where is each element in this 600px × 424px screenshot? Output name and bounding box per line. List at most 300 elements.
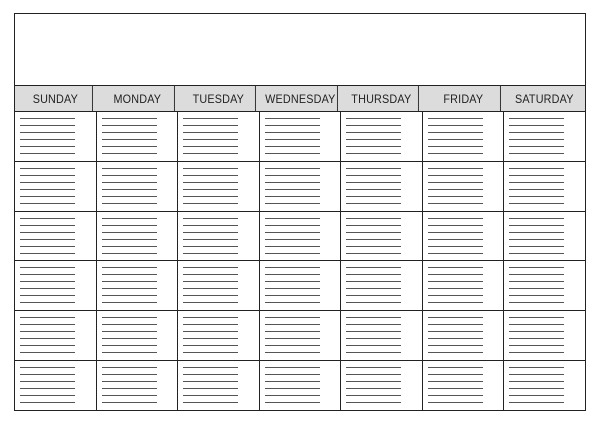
writing-line xyxy=(20,402,75,403)
day-cell[interactable] xyxy=(15,361,97,410)
day-cell[interactable] xyxy=(260,261,342,310)
day-header-sunday: SUNDAY xyxy=(19,86,92,111)
day-cell[interactable] xyxy=(423,162,505,211)
writing-line xyxy=(20,146,75,147)
writing-line xyxy=(346,367,401,368)
writing-line xyxy=(183,402,238,403)
day-cell[interactable] xyxy=(97,212,179,261)
writing-line xyxy=(346,125,401,126)
writing-line xyxy=(102,225,157,226)
writing-line xyxy=(102,288,157,289)
writing-line xyxy=(428,118,483,119)
writing-line xyxy=(265,302,320,303)
day-cell[interactable] xyxy=(504,261,585,310)
day-cell[interactable] xyxy=(178,261,260,310)
day-cell[interactable] xyxy=(423,112,505,161)
writing-line xyxy=(265,125,320,126)
writing-line xyxy=(265,388,320,389)
writing-line xyxy=(183,218,238,219)
day-cell[interactable] xyxy=(423,261,505,310)
writing-line xyxy=(265,146,320,147)
writing-line xyxy=(509,168,564,169)
writing-line xyxy=(265,189,320,190)
writing-line xyxy=(265,196,320,197)
writing-line xyxy=(183,175,238,176)
writing-line xyxy=(346,168,401,169)
writing-line xyxy=(428,139,483,140)
writing-line xyxy=(265,288,320,289)
writing-line xyxy=(265,338,320,339)
day-cell[interactable] xyxy=(341,112,423,161)
writing-line xyxy=(102,132,157,133)
writing-line xyxy=(346,246,401,247)
writing-line xyxy=(183,381,238,382)
writing-line xyxy=(183,317,238,318)
writing-line xyxy=(20,317,75,318)
writing-line xyxy=(265,324,320,325)
writing-line xyxy=(346,324,401,325)
writing-line xyxy=(20,267,75,268)
writing-line xyxy=(346,352,401,353)
writing-line xyxy=(509,374,564,375)
writing-line xyxy=(20,168,75,169)
day-cell[interactable] xyxy=(504,212,585,261)
writing-line xyxy=(346,267,401,268)
week-row xyxy=(15,212,585,262)
writing-line xyxy=(509,388,564,389)
weekday-header xyxy=(15,85,585,112)
writing-line xyxy=(509,189,564,190)
writing-line xyxy=(509,267,564,268)
writing-line xyxy=(509,196,564,197)
writing-line xyxy=(102,196,157,197)
day-cell[interactable] xyxy=(178,112,260,161)
writing-line xyxy=(346,182,401,183)
day-cell[interactable] xyxy=(341,311,423,360)
writing-line xyxy=(346,153,401,154)
day-cell[interactable] xyxy=(15,311,97,360)
writing-line xyxy=(509,381,564,382)
writing-line xyxy=(509,232,564,233)
writing-line xyxy=(509,302,564,303)
writing-line xyxy=(102,381,157,382)
day-cell[interactable] xyxy=(178,162,260,211)
writing-line xyxy=(346,189,401,190)
writing-line xyxy=(20,246,75,247)
writing-line xyxy=(183,239,238,240)
writing-line xyxy=(428,274,483,275)
writing-line xyxy=(428,182,483,183)
writing-line xyxy=(265,274,320,275)
writing-line xyxy=(428,302,483,303)
writing-line xyxy=(102,295,157,296)
writing-line xyxy=(102,302,157,303)
writing-line xyxy=(346,232,401,233)
day-header-tuesday: TUESDAY xyxy=(182,86,255,111)
writing-line xyxy=(20,388,75,389)
writing-line xyxy=(183,182,238,183)
writing-line xyxy=(509,402,564,403)
writing-line xyxy=(428,225,483,226)
writing-line xyxy=(183,338,238,339)
day-cell[interactable] xyxy=(341,361,423,410)
week-row xyxy=(15,261,585,311)
writing-line xyxy=(183,352,238,353)
calendar-sheet xyxy=(14,13,586,411)
writing-line xyxy=(428,338,483,339)
writing-line xyxy=(428,196,483,197)
writing-line xyxy=(509,352,564,353)
writing-line xyxy=(346,374,401,375)
writing-line xyxy=(428,203,483,204)
writing-line xyxy=(265,168,320,169)
writing-line xyxy=(509,367,564,368)
writing-line xyxy=(183,331,238,332)
writing-line xyxy=(346,253,401,254)
writing-line xyxy=(428,345,483,346)
writing-line xyxy=(20,239,75,240)
writing-line xyxy=(102,189,157,190)
day-cell[interactable] xyxy=(15,162,97,211)
writing-line xyxy=(183,395,238,396)
writing-line xyxy=(20,175,75,176)
writing-line xyxy=(428,388,483,389)
writing-line xyxy=(265,203,320,204)
writing-line xyxy=(102,182,157,183)
writing-line xyxy=(428,246,483,247)
writing-line xyxy=(183,203,238,204)
writing-line xyxy=(20,288,75,289)
calendar-grid xyxy=(15,112,585,410)
writing-line xyxy=(20,253,75,254)
writing-line xyxy=(509,182,564,183)
day-cell[interactable] xyxy=(97,361,179,410)
week-row xyxy=(15,361,585,410)
writing-line xyxy=(509,331,564,332)
writing-line xyxy=(102,345,157,346)
writing-line xyxy=(20,125,75,126)
writing-line xyxy=(265,132,320,133)
writing-line xyxy=(428,402,483,403)
day-cell[interactable] xyxy=(15,261,97,310)
writing-line xyxy=(20,203,75,204)
writing-line xyxy=(346,288,401,289)
day-cell[interactable] xyxy=(178,361,260,410)
writing-line xyxy=(428,189,483,190)
writing-line xyxy=(428,232,483,233)
writing-line xyxy=(509,253,564,254)
writing-line xyxy=(102,367,157,368)
writing-line xyxy=(183,189,238,190)
writing-line xyxy=(102,317,157,318)
writing-line xyxy=(20,232,75,233)
writing-line xyxy=(183,232,238,233)
writing-line xyxy=(428,281,483,282)
day-cell[interactable] xyxy=(97,112,179,161)
writing-line xyxy=(183,324,238,325)
writing-line xyxy=(346,118,401,119)
writing-line xyxy=(102,267,157,268)
writing-line xyxy=(183,139,238,140)
writing-line xyxy=(265,218,320,219)
writing-line xyxy=(183,288,238,289)
writing-line xyxy=(265,395,320,396)
writing-line xyxy=(509,203,564,204)
writing-line xyxy=(428,288,483,289)
writing-line xyxy=(20,302,75,303)
writing-line xyxy=(102,402,157,403)
writing-line xyxy=(265,295,320,296)
writing-line xyxy=(428,367,483,368)
writing-line xyxy=(20,182,75,183)
writing-line xyxy=(346,225,401,226)
writing-line xyxy=(346,295,401,296)
writing-line xyxy=(509,153,564,154)
writing-line xyxy=(20,395,75,396)
writing-line xyxy=(346,132,401,133)
writing-line xyxy=(265,253,320,254)
writing-line xyxy=(346,218,401,219)
writing-line xyxy=(102,324,157,325)
writing-line xyxy=(20,338,75,339)
writing-line xyxy=(428,395,483,396)
writing-line xyxy=(346,281,401,282)
writing-line xyxy=(509,324,564,325)
writing-line xyxy=(20,274,75,275)
writing-line xyxy=(346,139,401,140)
writing-line xyxy=(20,153,75,154)
writing-line xyxy=(183,281,238,282)
day-cell[interactable] xyxy=(423,311,505,360)
day-cell[interactable] xyxy=(341,162,423,211)
day-cell[interactable] xyxy=(504,162,585,211)
writing-line xyxy=(265,182,320,183)
day-cell[interactable] xyxy=(178,311,260,360)
writing-line xyxy=(183,253,238,254)
writing-line xyxy=(346,395,401,396)
writing-line xyxy=(20,189,75,190)
writing-line xyxy=(20,374,75,375)
writing-line xyxy=(183,125,238,126)
writing-line xyxy=(509,338,564,339)
writing-line xyxy=(102,125,157,126)
day-header-wednesday: WEDNESDAY xyxy=(264,86,337,111)
week-row xyxy=(15,311,585,361)
writing-line xyxy=(20,295,75,296)
writing-line xyxy=(183,196,238,197)
writing-line xyxy=(428,125,483,126)
writing-line xyxy=(428,331,483,332)
writing-line xyxy=(183,153,238,154)
writing-line xyxy=(265,153,320,154)
day-cell[interactable] xyxy=(504,361,585,410)
writing-line xyxy=(509,146,564,147)
writing-line xyxy=(509,246,564,247)
writing-line xyxy=(509,239,564,240)
writing-line xyxy=(509,118,564,119)
writing-line xyxy=(509,395,564,396)
writing-line xyxy=(183,132,238,133)
writing-line xyxy=(20,331,75,332)
writing-line xyxy=(346,317,401,318)
writing-line xyxy=(183,367,238,368)
writing-line xyxy=(428,267,483,268)
title-area xyxy=(15,14,585,85)
writing-line xyxy=(102,153,157,154)
day-header-monday: MONDAY xyxy=(101,86,174,111)
writing-line xyxy=(102,281,157,282)
writing-line xyxy=(265,281,320,282)
day-cell[interactable] xyxy=(260,162,342,211)
writing-line xyxy=(265,267,320,268)
writing-line xyxy=(265,381,320,382)
writing-line xyxy=(265,331,320,332)
day-cell[interactable] xyxy=(504,311,585,360)
writing-line xyxy=(102,246,157,247)
writing-line xyxy=(265,246,320,247)
writing-line xyxy=(428,132,483,133)
writing-line xyxy=(102,203,157,204)
writing-line xyxy=(102,388,157,389)
writing-line xyxy=(428,381,483,382)
writing-line xyxy=(102,118,157,119)
writing-line xyxy=(509,139,564,140)
writing-line xyxy=(183,345,238,346)
writing-line xyxy=(265,374,320,375)
writing-line xyxy=(509,218,564,219)
writing-line xyxy=(20,196,75,197)
writing-line xyxy=(265,225,320,226)
writing-line xyxy=(265,345,320,346)
writing-line xyxy=(509,132,564,133)
writing-line xyxy=(183,295,238,296)
writing-line xyxy=(102,168,157,169)
writing-line xyxy=(183,246,238,247)
writing-line xyxy=(183,388,238,389)
writing-line xyxy=(428,175,483,176)
writing-line xyxy=(428,146,483,147)
writing-line xyxy=(102,352,157,353)
day-cell[interactable] xyxy=(97,261,179,310)
writing-line xyxy=(20,139,75,140)
writing-line xyxy=(183,374,238,375)
day-cell[interactable] xyxy=(423,212,505,261)
day-header-friday: FRIDAY xyxy=(427,86,500,111)
writing-line xyxy=(183,267,238,268)
writing-line xyxy=(346,146,401,147)
writing-line xyxy=(346,388,401,389)
writing-line xyxy=(102,175,157,176)
day-cell[interactable] xyxy=(15,212,97,261)
writing-line xyxy=(346,331,401,332)
writing-line xyxy=(346,203,401,204)
writing-line xyxy=(428,253,483,254)
writing-line xyxy=(346,345,401,346)
day-cell[interactable] xyxy=(423,361,505,410)
writing-line xyxy=(265,367,320,368)
writing-line xyxy=(428,239,483,240)
writing-line xyxy=(20,281,75,282)
writing-line xyxy=(183,225,238,226)
writing-line xyxy=(20,132,75,133)
writing-line xyxy=(20,345,75,346)
writing-line xyxy=(102,395,157,396)
writing-line xyxy=(346,196,401,197)
writing-line xyxy=(183,302,238,303)
writing-line xyxy=(346,402,401,403)
writing-line xyxy=(20,225,75,226)
writing-line xyxy=(265,239,320,240)
writing-line xyxy=(20,218,75,219)
writing-line xyxy=(509,345,564,346)
writing-line xyxy=(183,168,238,169)
writing-line xyxy=(509,274,564,275)
day-cell[interactable] xyxy=(260,112,342,161)
writing-line xyxy=(428,168,483,169)
day-cell[interactable] xyxy=(260,311,342,360)
writing-line xyxy=(20,324,75,325)
writing-line xyxy=(509,175,564,176)
writing-line xyxy=(183,274,238,275)
day-header-saturday: SATURDAY xyxy=(515,91,575,106)
writing-line xyxy=(509,281,564,282)
writing-line xyxy=(183,118,238,119)
writing-line xyxy=(102,274,157,275)
writing-line xyxy=(428,374,483,375)
day-cell[interactable] xyxy=(260,361,342,410)
writing-line xyxy=(265,118,320,119)
writing-line xyxy=(265,175,320,176)
writing-line xyxy=(102,139,157,140)
day-cell[interactable] xyxy=(260,212,342,261)
writing-line xyxy=(428,324,483,325)
writing-line xyxy=(20,381,75,382)
writing-line xyxy=(346,338,401,339)
day-cell[interactable] xyxy=(178,212,260,261)
writing-line xyxy=(346,175,401,176)
writing-line xyxy=(102,232,157,233)
writing-line xyxy=(102,374,157,375)
writing-line xyxy=(102,218,157,219)
writing-line xyxy=(265,352,320,353)
writing-line xyxy=(428,317,483,318)
writing-line xyxy=(346,381,401,382)
writing-line xyxy=(20,367,75,368)
writing-line xyxy=(428,352,483,353)
day-cell[interactable] xyxy=(97,162,179,211)
writing-line xyxy=(183,146,238,147)
day-cell[interactable] xyxy=(341,212,423,261)
writing-line xyxy=(20,118,75,119)
day-cell[interactable] xyxy=(97,311,179,360)
writing-line xyxy=(102,239,157,240)
writing-line xyxy=(428,153,483,154)
writing-line xyxy=(102,338,157,339)
day-cell[interactable] xyxy=(15,112,97,161)
writing-line xyxy=(509,225,564,226)
writing-line xyxy=(428,295,483,296)
writing-line xyxy=(509,125,564,126)
day-cell[interactable] xyxy=(341,261,423,310)
week-row xyxy=(15,112,585,162)
day-header-thursday: THURSDAY xyxy=(345,86,418,111)
writing-line xyxy=(20,352,75,353)
writing-line xyxy=(428,218,483,219)
writing-line xyxy=(346,302,401,303)
writing-line xyxy=(346,274,401,275)
writing-line xyxy=(509,288,564,289)
day-cell[interactable] xyxy=(504,112,585,161)
